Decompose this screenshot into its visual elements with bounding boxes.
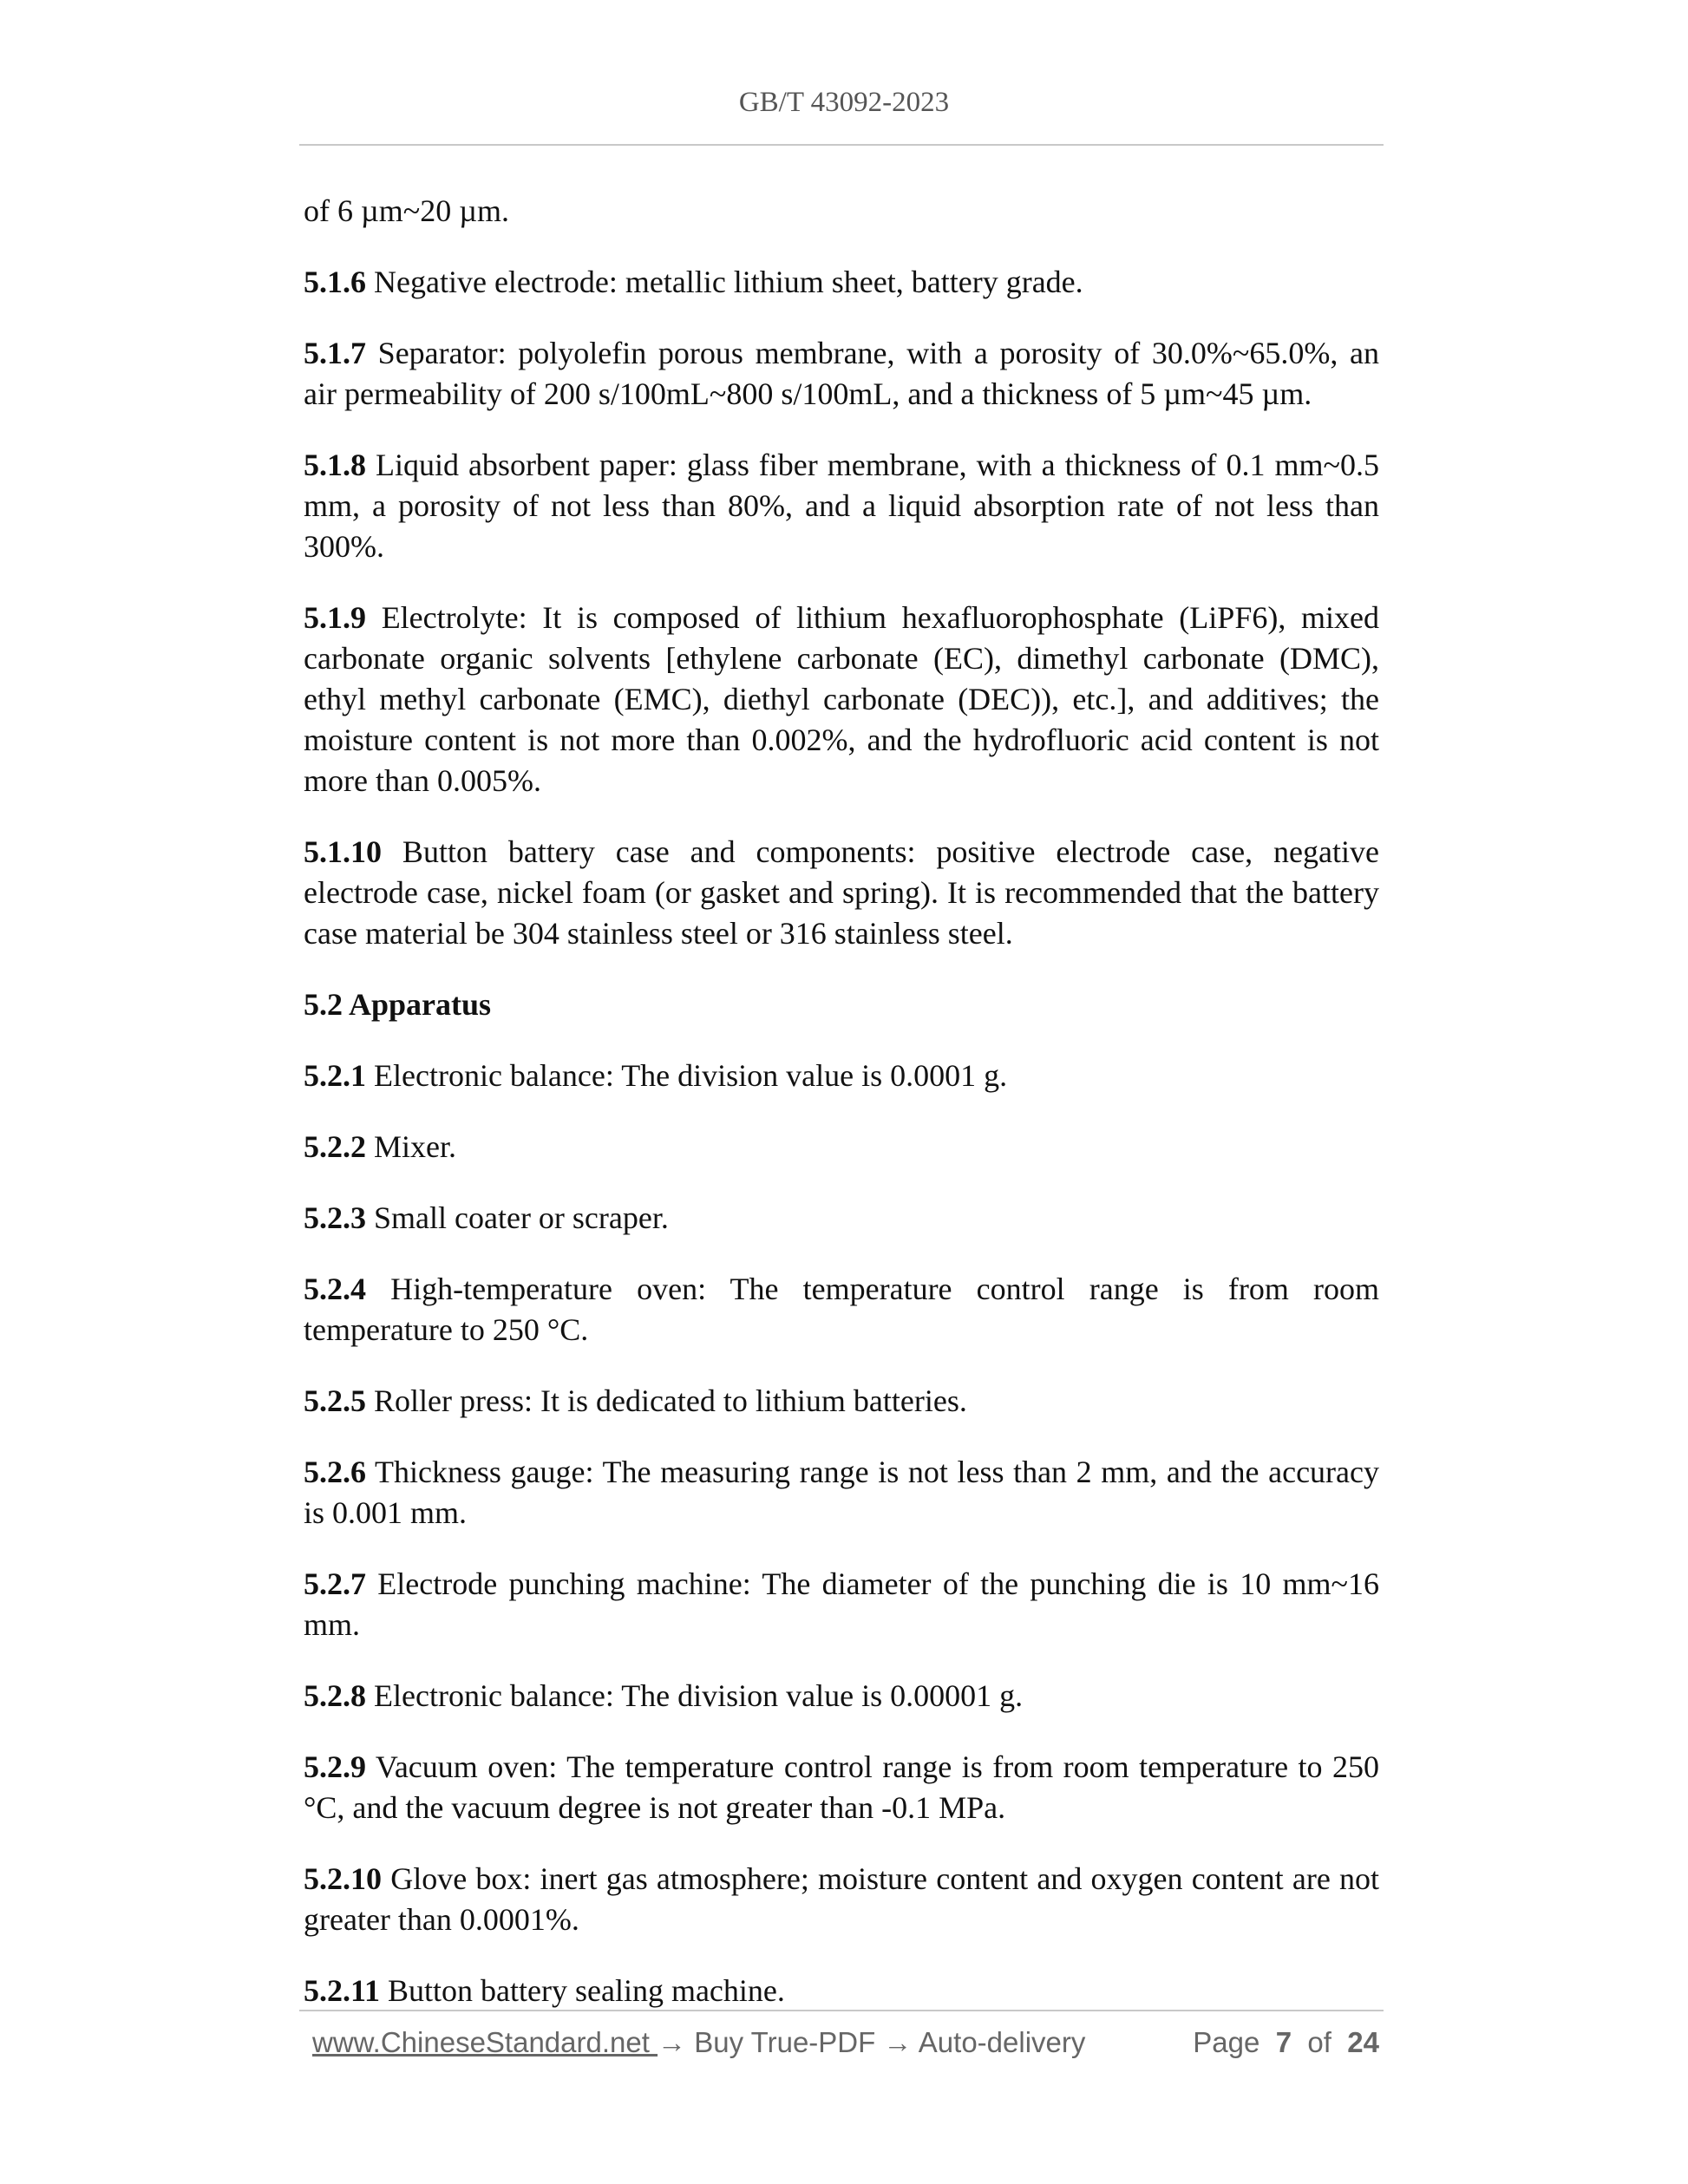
footer-divider: [299, 2010, 1384, 2011]
clause-5-1-8: [304, 445, 1379, 567]
header-divider: [299, 144, 1384, 146]
clause-5-2-2: [304, 1127, 1379, 1167]
clause-5-2-5: [304, 1381, 1379, 1422]
page-indicator: [1193, 2026, 1379, 2059]
clause-5-2-7: [304, 1564, 1379, 1645]
clause-5-2-4: [304, 1269, 1379, 1350]
footer-tagline: → Buy True-PDF → Auto-delivery: [658, 2026, 1086, 2058]
clause-number: 5.2.3: [304, 1200, 366, 1235]
clause-5-2-11: [304, 1971, 1379, 2011]
clause-number: 5.1.6: [304, 265, 366, 299]
footer-promo: [312, 2026, 1085, 2059]
clause-5-2-1: [304, 1056, 1379, 1096]
clause-5-1-6: [304, 262, 1379, 303]
clause-text: Small coater or scraper.: [366, 1200, 669, 1235]
site-link[interactable]: www.ChineseStandard.net: [312, 2026, 658, 2058]
clause-text: Vacuum oven: The temperature control range is from room temperature to 250 °C, and the vacuum degree is not greater than -0.1 MPa.: [304, 1749, 1379, 1825]
clause-text: Separator: polyolefin porous membrane, with a porosity of 30.0%~65.0%, an air permeability of 200 s/100mL~800 s/100mL, and a thickness of 5 µm~45 µm.: [304, 336, 1379, 411]
clause-text: Thickness gauge: The measuring range is not less than 2 mm, and the accuracy is 0.001 mm.: [304, 1455, 1379, 1530]
clause-text: Negative electrode: metallic lithium sheet, battery grade.: [366, 265, 1083, 299]
page-header: GB/T 43092-2023: [738, 87, 950, 118]
clause-number: 5.2.4: [304, 1272, 366, 1306]
clause-number: 5.2.2: [304, 1129, 366, 1164]
clause-number: 5.1.7: [304, 336, 366, 370]
clause-number: 5.2.6: [304, 1455, 366, 1489]
clause-text: Liquid absorbent paper: glass fiber membrane, with a thickness of 0.1 mm~0.5 mm, a porosity of not less than 80%, and a liquid absorption rate of not less than 300%.: [304, 448, 1379, 564]
section-heading-5-2: 5.2 Apparatus: [304, 987, 492, 1022]
clause-number: 5.2.10: [304, 1861, 382, 1896]
clause-number: 5.1.10: [304, 834, 382, 869]
clause-5-1-7: [304, 333, 1379, 415]
clause-5-2-8: [304, 1676, 1379, 1716]
clause-number: 5.2.9: [304, 1749, 366, 1784]
clause-text: Button battery sealing machine.: [380, 1973, 785, 2008]
clause-text: High-temperature oven: The temperature control range is from room temperature to 250 °C.: [304, 1272, 1379, 1347]
paragraph-intro: of 6 µm~20 µm.: [304, 193, 509, 228]
clause-number: 5.2.11: [304, 1973, 381, 2008]
clause-text: Button battery case and components: positive electrode case, negative electrode case, nickel foam (or gasket and spring). It is recommended that the battery case material be 304 stainless steel or 316 stainless steel.: [304, 834, 1379, 951]
clause-number: 5.1.9: [304, 600, 366, 635]
clause-5-2-6: [304, 1452, 1379, 1533]
clause-number: 5.1.8: [304, 448, 366, 482]
clause-5-1-9: [304, 598, 1379, 801]
page-word: Page: [1193, 2026, 1260, 2058]
document-body: [304, 191, 1379, 2042]
clause-number: 5.2.1: [304, 1058, 366, 1093]
clause-text: Electronic balance: The division value is 0.00001 g.: [366, 1678, 1024, 1713]
clause-text: Electrode punching machine: The diameter of the punching die is 10 mm~16 mm.: [304, 1566, 1379, 1642]
clause-5-1-10: [304, 832, 1379, 954]
of-word: of: [1307, 2026, 1331, 2058]
current-page-number: 7: [1275, 2026, 1292, 2058]
clause-5-2-10: [304, 1859, 1379, 1940]
total-page-count: 24: [1347, 2026, 1379, 2058]
clause-number: 5.2.5: [304, 1383, 366, 1418]
clause-text: Roller press: It is dedicated to lithium batteries.: [366, 1383, 967, 1418]
clause-5-2-3: [304, 1198, 1379, 1239]
clause-number: 5.2.7: [304, 1566, 366, 1601]
clause-text: Mixer.: [366, 1129, 456, 1164]
clause-number: 5.2.8: [304, 1678, 366, 1713]
clause-text: Electronic balance: The division value is 0.0001 g.: [366, 1058, 1008, 1093]
clause-5-2-9: [304, 1747, 1379, 1828]
page-footer: [312, 2026, 1379, 2059]
clause-text: Electrolyte: It is composed of lithium hexafluorophosphate (LiPF6), mixed carbonate organic solvents [ethylene carbonate (EC), dimethyl carbonate (DMC), ethyl methyl carbonate (EMC), diethyl carbonate (DEC)), etc.], and additives; the moisture content is not more than 0.002%, and the hydrofluoric acid content is not more than 0.005%.: [304, 600, 1379, 798]
clause-text: Glove box: inert gas atmosphere; moisture content and oxygen content are not greater than 0.0001%.: [304, 1861, 1379, 1937]
